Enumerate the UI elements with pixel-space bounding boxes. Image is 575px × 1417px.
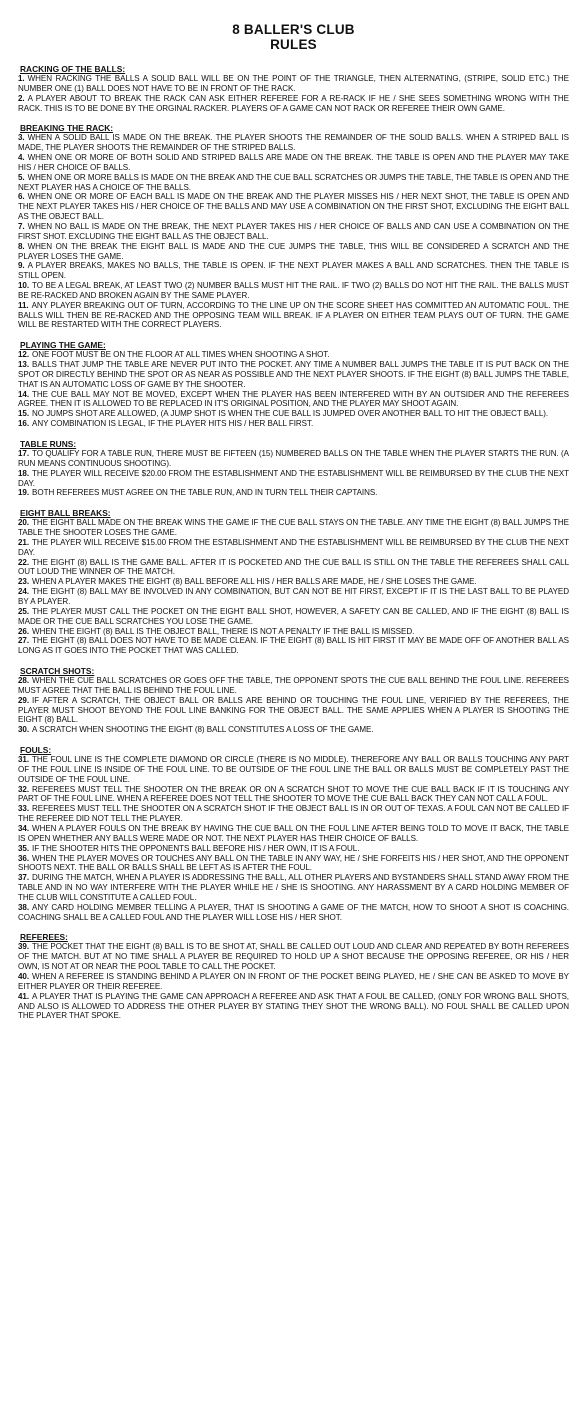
rules-section bbox=[18, 340, 569, 429]
rule-text: THE EIGHT (8) BALL DOES NOT HAVE TO BE MADE CLEAN. IF THE EIGHT (8) BALL IS HIT FIRST IT MAY BE MADE OFF OF ANOTHER BALL AS LONG AS IT GOES INTO THE POCKET THAT WAS CALLED. bbox=[18, 636, 569, 656]
rule-text: WHEN A SOLID BALL IS MADE ON THE BREAK. THE PLAYER SHOOTS THE REMAINDER OF THE SOLID BALLS. WHEN A STRIPED BALL IS MADE, THE PLAYER SHOOTS THE REMAINDER OF THE STRIPED BALLS. bbox=[18, 133, 569, 153]
rule-number: 13. bbox=[18, 360, 30, 370]
rules-section bbox=[18, 932, 569, 1021]
rule-item bbox=[18, 942, 569, 972]
rule-number: 18. bbox=[18, 468, 30, 478]
rule-number: 27. bbox=[18, 636, 30, 646]
rule-item bbox=[18, 390, 569, 410]
rule-text: WHEN THE EIGHT (8) BALL IS THE OBJECT BALL, THERE IS NOT A PENALTY IF THE BALL IS MISSED. bbox=[32, 626, 415, 636]
rule-number: 29. bbox=[18, 695, 30, 705]
rule-item bbox=[18, 558, 569, 578]
rule-number: 33. bbox=[18, 804, 30, 814]
rule-text: WHEN NO BALL IS MADE ON THE BREAK, THE NEXT PLAYER TAKES HIS / HER CHOICE OF BALLS AND CAN USE A COMBINATION ON THE FIRST SHOT. EXCLUDING THE EIGHT BALL AS THE OBJECT BALL. bbox=[18, 221, 569, 241]
section-heading: SCRATCH SHOTS: bbox=[20, 666, 95, 677]
rule-item bbox=[18, 636, 569, 656]
rule-text: THE CUE BALL MAY NOT BE MOVED, EXCEPT WHEN THE PLAYER HAS BEEN INTERFERED WITH BY AN OUTSIDER AND THE REFEREES AGREE. THEN IT IS ALLOWED TO BE REPLACED IN IT'S ORIGINAL POSITION, AND THE PLAYER MAY SHOOT AGAIN. bbox=[18, 389, 569, 409]
rule-text: THE EIGHT (8) BALL MAY BE INVOLVED IN ANY COMBINATION, BUT CAN NOT BE HIT FIRST, EXCEPT IF IT IS THE LAST BALL TO BE PLAYED BY A PLAYER. bbox=[18, 587, 569, 606]
rule-item bbox=[18, 972, 569, 992]
rule-text: THE EIGHT (8) BALL IS THE GAME BALL. AFTER IT IS POCKETED AND THE CUE BALL IS STILL ON THE TABLE THE REFEREES SHALL CALL OUT LOUD THE WINNER OF THE MATCH. bbox=[18, 557, 569, 577]
rule-number: 22. bbox=[18, 557, 30, 567]
rule-number: 19. bbox=[18, 488, 30, 498]
rule-number: 30. bbox=[18, 725, 30, 735]
section-heading: RACKING OF THE BALLS: bbox=[20, 64, 126, 74]
rule-number: 15. bbox=[18, 409, 30, 419]
rule-item bbox=[18, 676, 569, 696]
rule-number: 41. bbox=[18, 991, 30, 1001]
rule-text: BALLS THAT JUMP THE TABLE ARE NEVER PUT INTO THE POCKET. ANY TIME A NUMBER BALL JUMPS THE TABLE IT IS PUT BACK ON THE SPOT OR DIRECTLY BEHIND THE SPOT OR AS NEAR AS POSSIBLE AND THE NEXT PLAYER SHOOTS. IF THE EIGHT (8) BALL JUMPS THE TABLE, THAT IS AN AUTOMATIC LOSS OF GAME BY THE SHOOTER. bbox=[18, 360, 569, 389]
rule-text: WHEN RACKING THE BALLS A SOLID BALL WILL BE ON THE POINT OF THE TRIANGLE, THEN ALTERNATING, (STRIPE, SOLID ETC.) THE NUMBER ONE (1) BALL DOES NOT HAVE TO BE IN FRONT OF THE RACK. bbox=[18, 74, 569, 93]
rule-item bbox=[18, 725, 569, 735]
rule-item bbox=[18, 94, 569, 114]
rule-number: 36. bbox=[18, 853, 30, 863]
rule-item bbox=[18, 627, 569, 637]
rule-text: WHEN THE PLAYER MOVES OR TOUCHES ANY BALL ON THE TABLE IN ANY WAY, HE / SHE FORFEITS HIS / HER SHOT, AND THE OPPONENT SHOOTS NEXT. THE BALL OR BALLS SHALL BE LEFT AS IS AFTER THE FOUL. bbox=[18, 853, 569, 873]
rule-text: A PLAYER THAT IS PLAYING THE GAME CAN APPROACH A REFEREE AND ASK THAT A FOUL BE CALLED, (ONLY FOR WRONG BALL SHOTS, AND ALSO IS ALLOWED TO ADDRESS THE OTHER PLAYER BY STATING THEY SHOT THE WRONG BALL). NO FOUL SHALL BE CALLED UPON THE PLAYER THAT SPOKE. bbox=[18, 991, 569, 1021]
rule-text: ANY PLAYER BREAKING OUT OF TURN, ACCORDING TO THE LINE UP ON THE SCORE SHEET HAS COMMITTED AN AUTOMATIC FOUL. THE BALLS WILL THEN BE RE-RACKED AND THE OPPOSING TEAM WILL BREAK. IF A PLAYER ON EITHER TEAM PLAYS OUT OF TURN. THE GAME WILL BE RESTARTED WITH THE CORRECT PLAYERS. bbox=[18, 300, 569, 330]
rule-item bbox=[18, 804, 569, 824]
rule-text: A PLAYER ABOUT TO BREAK THE RACK CAN ASK EITHER REFEREE FOR A RE-RACK IF HE / SHE SEES SOMETHING WRONG WITH THE RACK. THIS IS TO BE DONE BY THE ORGINAL RACKER. PLAYERS OF A GAME CAN NOT RACK OR REFEREE THEIR OWN GAME. bbox=[18, 93, 569, 113]
rule-item bbox=[18, 785, 569, 805]
rule-item bbox=[18, 173, 569, 193]
rule-item bbox=[18, 449, 569, 469]
rule-text: WHEN ONE OR MORE BALLS IS MADE ON THE BREAK AND THE CUE BALL SCRATCHES OR JUMPS THE TABLE, THE TABLE IS OPEN AND THE NEXT PLAYER HAS A CHOICE OF THE BALLS. bbox=[18, 172, 569, 192]
rule-number: 24. bbox=[18, 587, 30, 597]
rule-item bbox=[18, 222, 569, 242]
rule-number: 38. bbox=[18, 902, 30, 912]
rules-section bbox=[18, 666, 569, 735]
rule-item bbox=[18, 242, 569, 262]
rule-text: TO BE A LEGAL BREAK, AT LEAST TWO (2) NUMBER BALLS MUST HIT THE RAIL. IF TWO (2) BALLS DO NOT HIT THE RAIL. THE BALLS MUST BE RE-RACKED AND BROKEN AGAIN BY THE SAME PLAYER. bbox=[18, 281, 569, 300]
rule-number: 39. bbox=[18, 942, 30, 952]
rule-item bbox=[18, 488, 569, 498]
rule-text: ANY CARD HOLDING MEMBER TELLING A PLAYER, THAT IS SHOOTING A GAME OF THE MATCH, HOW TO SHOOT A SHOT IS COACHING. COACHING SHALL BE A CALLED FOUL AND THE PLAYER WILL LOSE HIS / HER SHOT. bbox=[18, 902, 569, 922]
rule-item bbox=[18, 518, 569, 538]
rules-sections bbox=[18, 64, 569, 1021]
rule-item bbox=[18, 755, 569, 785]
section-heading: TABLE RUNS: bbox=[20, 439, 77, 449]
section-heading: BREAKING THE RACK: bbox=[20, 123, 114, 134]
rule-number: 14. bbox=[18, 389, 30, 399]
rule-text: IF THE SHOOTER HITS THE OPPONENTS BALL BEFORE HIS / HER OWN, IT IS A FOUL. bbox=[32, 843, 360, 853]
rule-text: ONE FOOT MUST BE ON THE FLOOR AT ALL TIMES WHEN SHOOTING A SHOT. bbox=[32, 350, 330, 360]
rule-text: BOTH REFEREES MUST AGREE ON THE TABLE RUN, AND IN TURN TELL THEIR CAPTAINS. bbox=[32, 488, 378, 498]
rule-number: 4. bbox=[18, 153, 25, 163]
rule-text: ANY COMBINATION IS LEGAL, IF THE PLAYER HITS HIS / HER BALL FIRST. bbox=[32, 419, 314, 429]
rules-section bbox=[18, 745, 569, 922]
rule-item bbox=[18, 538, 569, 558]
rule-item bbox=[18, 587, 569, 607]
rule-text: A SCRATCH WHEN SHOOTING THE EIGHT (8) BALL CONSTITUTES A LOSS OF THE GAME. bbox=[32, 725, 374, 735]
section-heading: REFEREES: bbox=[20, 932, 68, 943]
rule-item bbox=[18, 153, 569, 173]
rule-item bbox=[18, 261, 569, 281]
rules-section bbox=[18, 64, 569, 113]
rule-number: 1. bbox=[18, 74, 25, 83]
rule-text: WHEN A PLAYER MAKES THE EIGHT (8) BALL BEFORE ALL HIS / HER BALLS ARE MADE, HE / SHE LOSES THE GAME. bbox=[32, 577, 477, 587]
rule-text: THE PLAYER WILL RECEIVE $15.00 FROM THE ESTABLISHMENT AND THE ESTABLISHMENT WILL BE REIMBURSED BY THE CLUB THE NEXT DAY. bbox=[18, 537, 569, 557]
rule-number: 3. bbox=[18, 133, 25, 143]
section-heading: PLAYING THE GAME: bbox=[20, 340, 106, 351]
rules-subtitle: RULES bbox=[270, 37, 317, 52]
rule-item bbox=[18, 696, 569, 726]
rule-item bbox=[18, 281, 569, 301]
rule-number: 34. bbox=[18, 824, 30, 833]
rule-text: THE POCKET THAT THE EIGHT (8) BALL IS TO BE SHOT AT, SHALL BE CALLED OUT LOUD AND CLEAR AND REPEATED BY BOTH REFEREES OF THE MATCH. BUT AT NO TIME SHALL A PLAYER BE REQUIRED TO HOLD UP A SHOT BECAUSE THE OPPOSING REFEREE, OR HIS / HER OWN, IS NOT AT OR NEAR THE POOL TABLE TO CALL THE POCKET. bbox=[18, 942, 569, 972]
rules-section bbox=[18, 123, 569, 330]
rule-number: 17. bbox=[18, 449, 30, 458]
rules-section bbox=[18, 439, 569, 498]
rule-number: 26. bbox=[18, 626, 30, 636]
rule-item bbox=[18, 992, 569, 1022]
rule-number: 7. bbox=[18, 221, 25, 231]
rule-item bbox=[18, 301, 569, 331]
rule-number: 25. bbox=[18, 606, 30, 616]
rule-number: 12. bbox=[18, 350, 30, 360]
rule-number: 32. bbox=[18, 784, 30, 794]
rule-number: 40. bbox=[18, 971, 30, 981]
rule-number: 31. bbox=[18, 755, 30, 765]
rule-text: REFEREES MUST TELL THE SHOOTER ON THE BREAK OR ON A SCRATCH SHOT TO MOVE THE CUE BALL BACK IF IT IS TOUCHING ANY PART OF THE FOUL LINE. WHEN A REFEREE DOES NOT TELL THE SHOOTER TO MOVE THE CUE BALL BACK THEY CAN NOT CALL A FOUL. bbox=[18, 784, 569, 804]
rule-text: A PLAYER BREAKS, MAKES NO BALLS, THE TABLE IS OPEN. IF THE NEXT PLAYER MAKES A BALL AND SCRATCHES. THEN THE TABLE IS STILL OPEN. bbox=[18, 261, 569, 281]
rule-number: 20. bbox=[18, 518, 30, 528]
rule-text: REFEREES MUST TELL THE SHOOTER ON A SCRATCH SHOT IF THE OBJECT BALL IS IN OR OUT OF TEXAS. A FOUL CAN NOT BE CALLED IF THE REFEREE DID NOT TELL THE PLAYER. bbox=[18, 804, 569, 824]
rule-item bbox=[18, 903, 569, 923]
rule-item bbox=[18, 409, 569, 419]
rule-text: WHEN ONE OR MORE OF BOTH SOLID AND STRIPED BALLS ARE MADE ON THE BREAK. THE TABLE IS OPEN AND THE PLAYER MAY TAKE HIS / HER CHOICE OF BALLS. bbox=[18, 153, 569, 172]
rule-number: 21. bbox=[18, 537, 30, 547]
rules-section bbox=[18, 508, 569, 656]
rule-text: THE PLAYER MUST CALL THE POCKET ON THE EIGHT BALL SHOT, HOWEVER, A SAFETY CAN BE CALLED, AND IF THE EIGHT (8) BALL IS MADE OR THE CUE BALL SCRATCHES YOU LOSE THE GAME. bbox=[18, 606, 569, 626]
rule-number: 11. bbox=[18, 300, 29, 310]
rule-item bbox=[18, 607, 569, 627]
rule-number: 2. bbox=[18, 93, 25, 103]
rule-item bbox=[18, 133, 569, 153]
rule-item bbox=[18, 350, 569, 360]
rule-text: NO JUMPS SHOT ARE ALLOWED, (A JUMP SHOT IS WHEN THE CUE BALL IS JUMPED OVER ANOTHER BALL TO HIT THE OBJECT BALL). bbox=[32, 409, 549, 419]
rule-number: 8. bbox=[18, 241, 25, 251]
rule-item bbox=[18, 469, 569, 489]
rule-number: 5. bbox=[18, 172, 25, 182]
rule-item bbox=[18, 854, 569, 874]
rule-item bbox=[18, 360, 569, 390]
club-title: 8 BALLER'S CLUB bbox=[232, 22, 355, 37]
rule-text: DURING THE MATCH, WHEN A PLAYER IS ADDRESSING THE BALL, ALL OTHER PLAYERS AND BYSTANDERS SHALL STAND AWAY FROM THE TABLE AND IN NO WAY INTERFERE WITH THE PLAYER WHILE HE / SHE IS SHOOTING. ANY HARASSMENT BY A CARD HOLDING MEMBER OF THE CLUB WILL CONSTITUTE A CALLED FOUL. bbox=[18, 873, 569, 902]
rule-text: WHEN A PLAYER FOULS ON THE BREAK BY HAVING THE CUE BALL ON THE FOUL LINE AFTER BEING TOLD TO MOVE IT BACK, THE TABLE IS OPEN WHETHER ANY BALLS WERE MADE OR NOT. THE NEXT PLAYER HAS THEIR CHOICE OF BALLS. bbox=[18, 824, 569, 843]
rule-item bbox=[18, 577, 569, 587]
rule-item bbox=[18, 824, 569, 844]
rule-item bbox=[18, 873, 569, 903]
section-heading: FOULS: bbox=[20, 745, 52, 756]
rule-text: TO QUALIFY FOR A TABLE RUN, THERE MUST BE FIFTEEN (15) NUMBERED BALLS ON THE TABLE WHEN THE PLAYER STARTS THE RUN. (A RUN MEANS CONTINUOUS SHOOTING). bbox=[18, 449, 569, 468]
rule-text: THE EIGHT BALL MADE ON THE BREAK WINS THE GAME IF THE CUE BALL STAYS ON THE TABLE. ANY TIME THE EIGHT (8) BALL JUMPS THE TABLE THE SHOOTER LOSES THE GAME. bbox=[18, 518, 569, 538]
rule-text: IF AFTER A SCRATCH, THE OBJECT BALL OR BALLS ARE BEHIND OR TOUCHING THE FOUL LINE, VERIFIED BY THE REFEREES, THE PLAYER MUST SHOOT BEYOND THE FOUL LINE BANKING FOR THE OBJECT BALL. THE SAME APPLIES WHEN A PLAYER IS SHOOTING THE EIGHT (8) BALL. bbox=[18, 695, 569, 725]
rule-number: 10. bbox=[18, 281, 30, 291]
rule-item bbox=[18, 192, 569, 222]
rule-number: 23. bbox=[18, 577, 30, 587]
rule-number: 35. bbox=[18, 843, 30, 853]
rule-text: WHEN ONE OR MORE OF EACH BALL IS MADE ON THE BREAK AND THE PLAYER MISSES HIS / HER NEXT SHOT, THE TABLE IS OPEN AND THE NEXT PLAYER TAKES HIS / HER CHOICE OF THE BALLS AND MAY USE A COMBINATION ON THE FIRST SHOT, EXCLUDING THE EIGHT BALL AS THE OBJECT BALL. bbox=[18, 192, 569, 222]
rule-number: 28. bbox=[18, 676, 30, 686]
rule-item bbox=[18, 74, 569, 94]
rule-text: THE PLAYER WILL RECEIVE $20.00 FROM THE ESTABLISHMENT AND THE ESTABLISHMENT WILL BE REIMBURSED BY THE CLUB THE NEXT DAY. bbox=[18, 468, 569, 488]
rule-number: 37. bbox=[18, 873, 30, 883]
rule-number: 16. bbox=[18, 419, 30, 429]
rule-text: THE FOUL LINE IS THE COMPLETE DIAMOND OR CIRCLE (THERE IS NO MIDDLE). THEREFORE ANY BALL OR BALLS TOUCHING ANY PART OF THE FOUL LINE IS INSIDE OF THE FOUL LINE. TO BE OUTSIDE OF THE FOUL LINE THE BALL OR BALLS MUST BE COMPLETELY PAST THE OUTSIDE OF THE FOUL LINE. bbox=[18, 755, 569, 784]
rule-text: WHEN A REFEREE IS STANDING BEHIND A PLAYER ON IN FRONT OF THE POCKET BEING PLAYED, HE / SHE CAN BE ASKED TO MOVE BY EITHER PLAYER OR THEIR REFEREE. bbox=[18, 971, 569, 991]
rule-item bbox=[18, 844, 569, 854]
rule-text: WHEN ON THE BREAK THE EIGHT BALL IS MADE AND THE CUE JUMPS THE TABLE, THIS WILL BE CONSIDERED A SCRATCH AND THE PLAYER LOSES THE GAME. bbox=[18, 241, 569, 261]
rule-number: 9. bbox=[18, 261, 25, 271]
rule-number: 6. bbox=[18, 192, 25, 202]
rule-text: WHEN THE CUE BALL SCRATCHES OR GOES OFF THE TABLE, THE OPPONENT SPOTS THE CUE BALL BEHIND THE FOUL LINE. REFEREES MUST AGREE THAT THE BALL IS BEHIND THE FOUL LINE. bbox=[18, 676, 569, 695]
rule-item bbox=[18, 419, 569, 429]
section-heading: EIGHT BALL BREAKS: bbox=[20, 508, 111, 519]
